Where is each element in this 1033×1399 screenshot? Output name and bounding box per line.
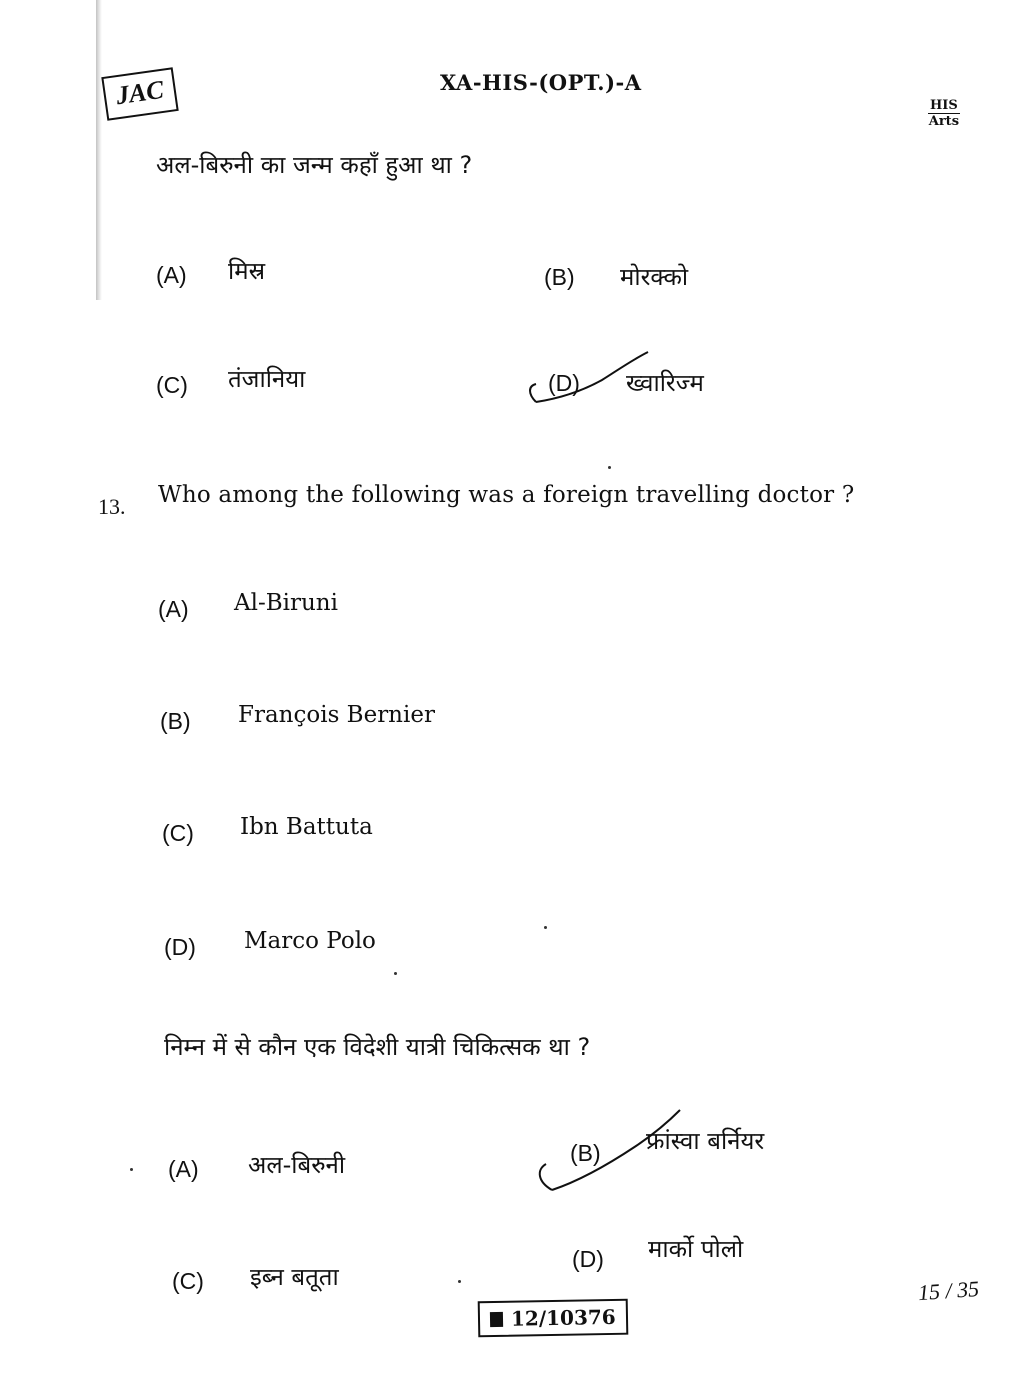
black-square-icon (490, 1311, 503, 1326)
q13-english-question: Who among the following was a foreign travelling doctor ? (158, 482, 855, 508)
scan-speck (608, 466, 611, 469)
q12-hindi-option-a-label: (A) (156, 262, 187, 288)
corner-code-top: HIS (930, 98, 958, 113)
paper-code: XA-HIS-(OPT.)-A (440, 70, 642, 95)
scan-speck (458, 1280, 461, 1283)
q13-english-option-d-label: (D) (164, 934, 196, 960)
q13-english-option-b-text: François Bernier (238, 702, 435, 728)
corner-code-bottom: Arts (928, 114, 960, 129)
jac-stamp: JAC (101, 67, 178, 121)
q12-answer-tick-mark (522, 346, 652, 410)
q13-hindi-question: निम्न में से कौन एक विदेशी यात्री चिकित्सक था ? (164, 1033, 591, 1061)
scan-speck (130, 1168, 133, 1171)
scan-page-edge (96, 0, 102, 300)
q13-hindi-option-b-label: (B) (570, 1140, 601, 1166)
q12-hindi-option-d-text: ख्वारिज्म (626, 369, 704, 397)
scan-speck (394, 972, 397, 975)
q12-hindi-option-b-text: मोरक्को (620, 263, 689, 291)
q12-hindi-option-d-label: (D) (548, 370, 580, 396)
q13-hindi-option-b-text: फ्रांस्वा बर्नियर (646, 1127, 765, 1155)
q13-hindi-option-d-label: (D) (572, 1246, 604, 1272)
q13-hindi-option-c-label: (C) (172, 1268, 204, 1294)
q13-english-option-a-label: (A) (158, 596, 189, 622)
q13-number: 13. (98, 494, 126, 519)
q12-hindi-option-b-label: (B) (544, 264, 575, 290)
q13-hindi-option-d-text: मार्को पोलो (648, 1235, 744, 1263)
page-number: 15 / 35 (917, 1275, 980, 1306)
q13-hindi-option-a-label: (A) (168, 1156, 199, 1182)
booklet-code: 12/10376 (510, 1304, 616, 1331)
q13-english-option-b-label: (B) (160, 708, 191, 734)
scan-speck (544, 926, 547, 929)
booklet-code-box (478, 1299, 628, 1338)
q12-hindi-option-c-label: (C) (156, 372, 188, 398)
q13-hindi-option-c-text: इब्न बतूता (250, 1263, 339, 1291)
q13-answer-tick-mark (532, 1106, 692, 1198)
q13-english-option-d-text: Marco Polo (244, 928, 376, 954)
q12-hindi-option-c-text: तंजानिया (228, 365, 306, 393)
q13-english-option-a-text: Al-Biruni (234, 590, 338, 616)
q13-hindi-option-a-text: अल-बिरुनी (248, 1151, 346, 1179)
q12-hindi-question: अल-बिरुनी का जन्म कहाँ हुआ था ? (156, 151, 473, 179)
subject-corner-code (928, 98, 960, 129)
q13-english-option-c-label: (C) (162, 820, 194, 846)
q12-hindi-option-a-text: मिस्र (228, 257, 266, 285)
q13-english-option-c-text: Ibn Battuta (240, 814, 373, 840)
